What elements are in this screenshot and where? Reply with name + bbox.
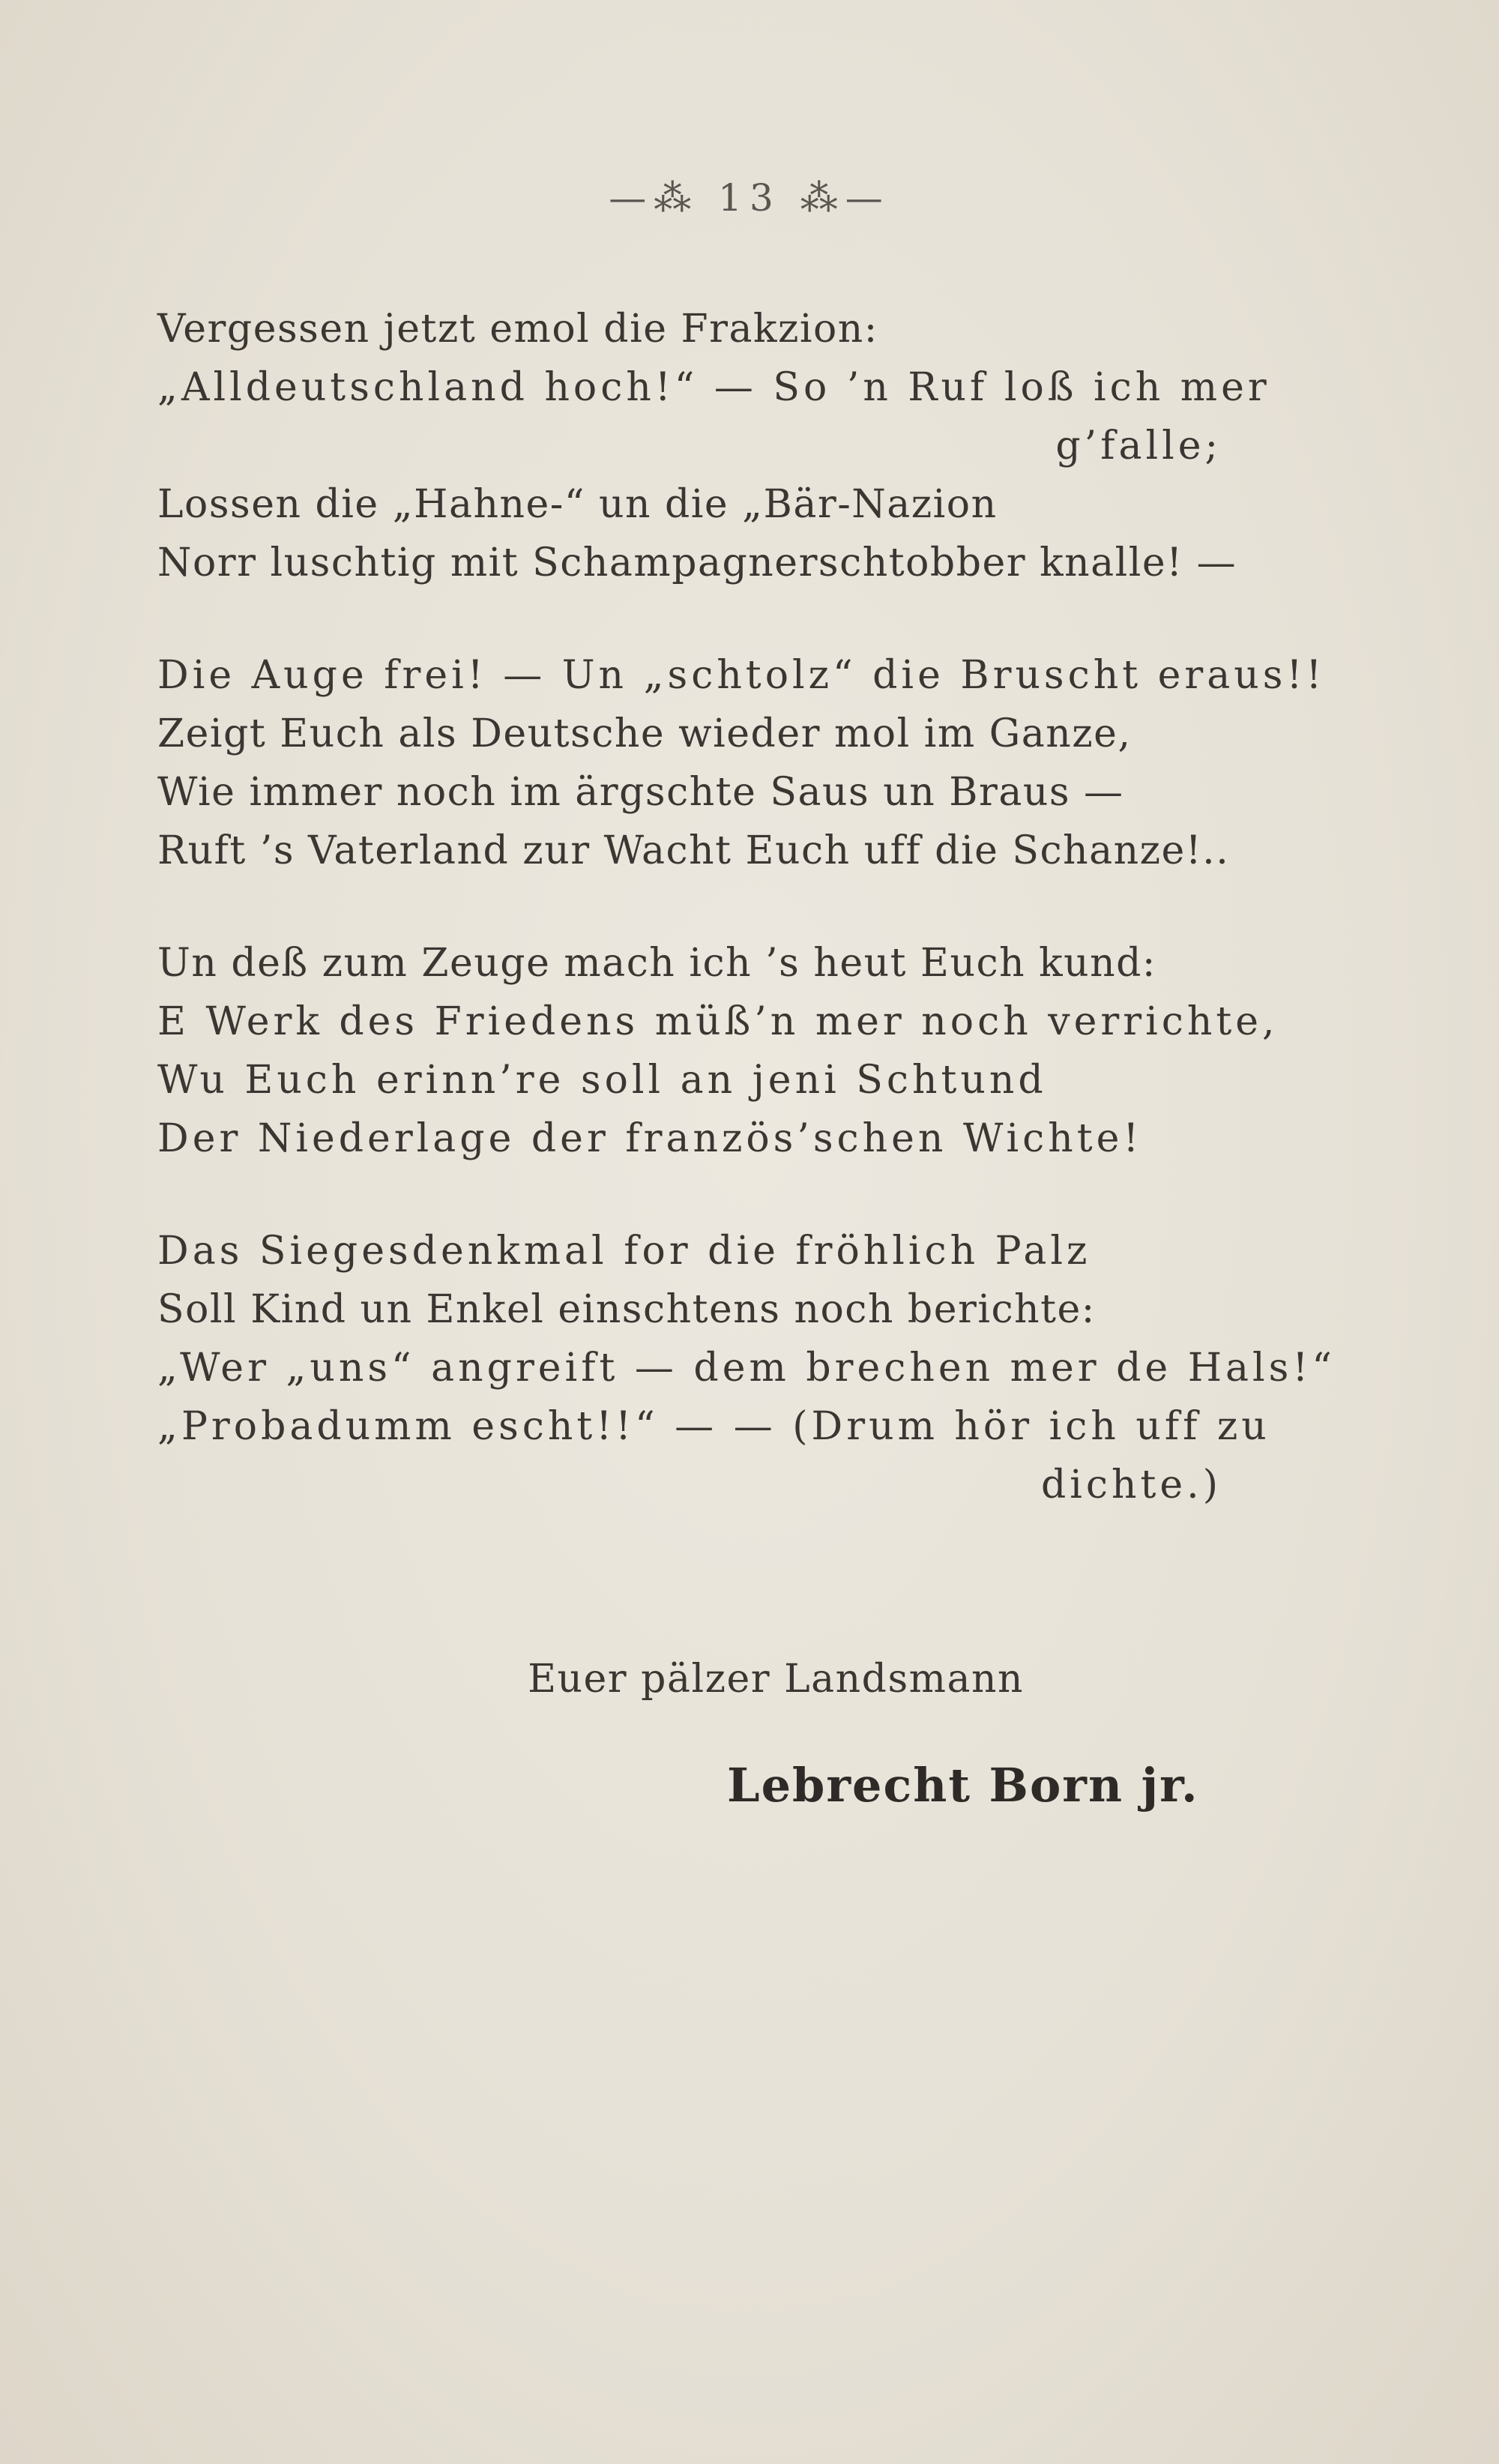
page-number: —⁂ 13 ⁂— — [609, 176, 890, 220]
poem-line-continuation: g’falle; — [1055, 424, 1222, 469]
stanza-gap — [157, 592, 1229, 646]
poem-line: Ruft ’s Vaterland zur Wacht Euch uff die Schanze!.. — [157, 828, 1230, 873]
poem-line: Der Niederlage der französ’schen Wichte! — [157, 1116, 1143, 1161]
poem-line: Wu Euch erinn’re soll an jeni Schtund — [157, 1058, 1047, 1103]
poem-line: Soll Kind un Enkel einschtens noch berichte: — [157, 1287, 1096, 1332]
stanza-gap — [157, 1168, 1229, 1222]
poem-line: E Werk des Friedens müß’n mer noch verrichte, — [157, 999, 1279, 1044]
poem-line: „Alldeutschland hoch!“ — So ’n Ruf loß ich mer — [157, 365, 1270, 410]
poem-line: Un deß zum Zeuge mach ich ’s heut Euch kund: — [157, 941, 1156, 986]
poem-line: Vergessen jetzt emol die Frakzion: — [157, 307, 878, 352]
poem-line: Lossen die „Hahne-“ un die „Bär-Nazion — [157, 482, 998, 527]
poem-line: Die Auge frei! — Un „schtolz“ die Bruscht eraus!! — [157, 653, 1326, 698]
poem-line: „Wer „uns“ angreift — dem brechen mer de Hals!“ — [157, 1346, 1336, 1391]
stanza-gap — [157, 880, 1229, 934]
stanza-4 — [157, 1222, 1336, 1514]
poem-line-continuation: dichte.) — [1040, 1463, 1222, 1507]
poem-line: Zeigt Euch als Deutsche wieder mol im Ganze, — [157, 711, 1132, 756]
poem — [157, 300, 1336, 1514]
poem-line: Norr luschtig mit Schampagnerschtobber knalle! — — [157, 540, 1237, 585]
stanza-2 — [157, 646, 1326, 880]
poem-line: Das Siegesdenkmal for die fröhlich Palz — [157, 1229, 1091, 1274]
author-signature: Lebrecht Born jr. — [727, 1758, 1199, 1813]
closing-salutation: Euer pälzer Landsmann — [528, 1657, 1024, 1702]
stanza-3 — [157, 934, 1279, 1168]
poem-line: „Probadumm escht!!“ — — (Drum hör ich uff zu — [157, 1404, 1270, 1449]
stanza-1 — [157, 300, 1270, 592]
poem-line: Wie immer noch im ärgschte Saus un Braus — — [157, 770, 1124, 815]
